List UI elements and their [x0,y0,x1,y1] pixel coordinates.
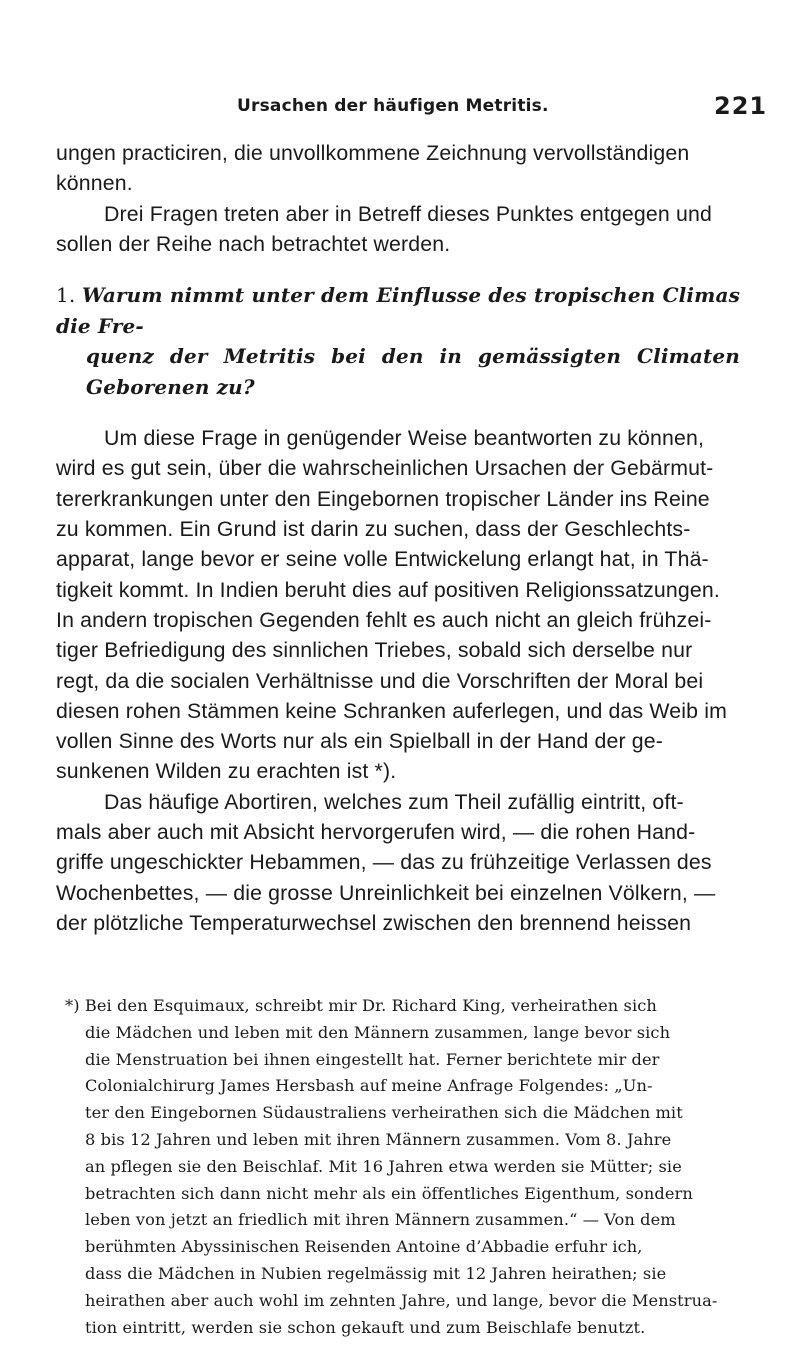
running-title: Ursachen der häufigen Metritis. [237,96,549,116]
text-line: vollen Sinne des Worts nur als ein Spielball in der Hand der ge- [56,729,664,754]
text-line: mals aber auch mit Absicht hervorgerufen wird, — die rohen Hand- [56,820,696,845]
text-line: In andern tropischen Gegenden fehlt es auch nicht an gleich frühzei- [56,607,712,632]
text-line: tererkrankungen unter den Eingebornen tropischer Länder ins Reine [56,486,710,511]
text-line: Wochenbettes, — die grosse Unreinlichkeit bei einzelnen Völkern, — [56,880,716,905]
text-line: Das häufige Abortiren, welches zum Theil zufällig eintritt, oft- [104,789,684,814]
footnote-line: die Menstruation bei ihnen eingestellt hat. Ferner berichtete mir der [85,1049,660,1069]
footnote-line: berühmten Abyssinischen Reisenden Antoine d’Abbadie erfuhr ich, [85,1237,643,1257]
footnote-line: betrachten sich dann nicht mehr als ein öffentliches Eigenthum, sondern [85,1183,693,1203]
text-line: tiger Befriedigung des sinnlichen Triebes, sobald sich derselbe nur [56,638,693,663]
footnote [65,993,741,1341]
running-header [0,92,801,126]
footnote-line: ter den Eingebornen Südaustraliens verheirathen sich die Mädchen mit [85,1103,683,1123]
text-line: zu kommen. Ein Grund ist darin zu suchen, dass der Geschlechts- [56,517,691,542]
text-line: Drei Fragen treten aber in Betreff dieses Punktes entgegen und [104,201,712,226]
text-line: griffe ungeschickter Hebammen, — das zu frühzeitige Verlassen des [56,850,712,875]
text-line: diesen rohen Stämmen keine Schranken auferlegen, und das Weib im [56,698,727,723]
text-line: sollen der Reihe nach betrachtet werden. [56,231,451,256]
footnote-line: 8 bis 12 Jahren und leben mit ihren Männern zusammen. Vom 8. Jahre [85,1129,672,1149]
text-line: ungen practiciren, die unvollkommene Zeichnung vervollständigen [56,141,690,165]
question-text-line2: quenz der Metritis bei den in gemässigten Climaten Geborenen zu? [86,344,740,399]
text-line: apparat, lange bevor er seine volle Entwickelung erlangt hat, in Thä- [56,547,709,572]
footnote-line: an pflegen sie den Beischlaf. Mit 16 Jahren etwa werden sie Mütter; sie [85,1156,682,1176]
spacer [56,259,740,280]
question-text-line1: Warum nimmt unter dem Einflusse des tropischen Climas die Fre- [56,283,740,338]
page-number: 221 [714,92,768,120]
footnote-line: dass die Mädchen in Nubien regelmässig mit 12 Jahren heirathen; sie [85,1263,667,1283]
text-line: der plötzliche Temperaturwechsel zwischen den brennend heissen [56,910,692,935]
main-text [56,138,740,938]
footnote-line: tion eintritt, werden sie schon gekauft und zum Beischlafe benutzt. [85,1317,646,1337]
question-heading-continued [56,341,740,402]
footnote-line: Colonialchirurg James Hersbash auf meine Anfrage Folgendes: „Un- [85,1076,653,1096]
footnote-line: *) Bei den Esquimaux, schreibt mir Dr. Richard King, verheirathen sich [65,996,657,1015]
text-line: können. [56,171,133,196]
text-line: wird es gut sein, über die wahrscheinlichen Ursachen der Gebärmut- [56,456,714,481]
footnote-line: leben von jetzt an friedlich mit ihren Männern zusammen.“ — Von dem [85,1210,676,1230]
question-heading [56,280,740,341]
text-line: Um diese Frage in genügender Weise beantworten zu können, [104,426,705,451]
text-line: regt, da die socialen Verhältnisse und die Vorschriften der Moral bei [56,668,704,693]
spacer [56,402,740,423]
footnote-line: die Mädchen und leben mit den Männern zusammen, lange bevor sich [85,1022,671,1042]
footnote-line: heirathen aber auch wohl im zehnten Jahre, und lange, bevor die Menstrua- [85,1290,718,1310]
text-line: sunkenen Wilden zu erachten ist *). [56,759,397,784]
question-number: 1. [56,283,76,308]
text-line: tigkeit kommt. In Indien beruht dies auf positiven Religionssatzungen. [56,577,720,602]
